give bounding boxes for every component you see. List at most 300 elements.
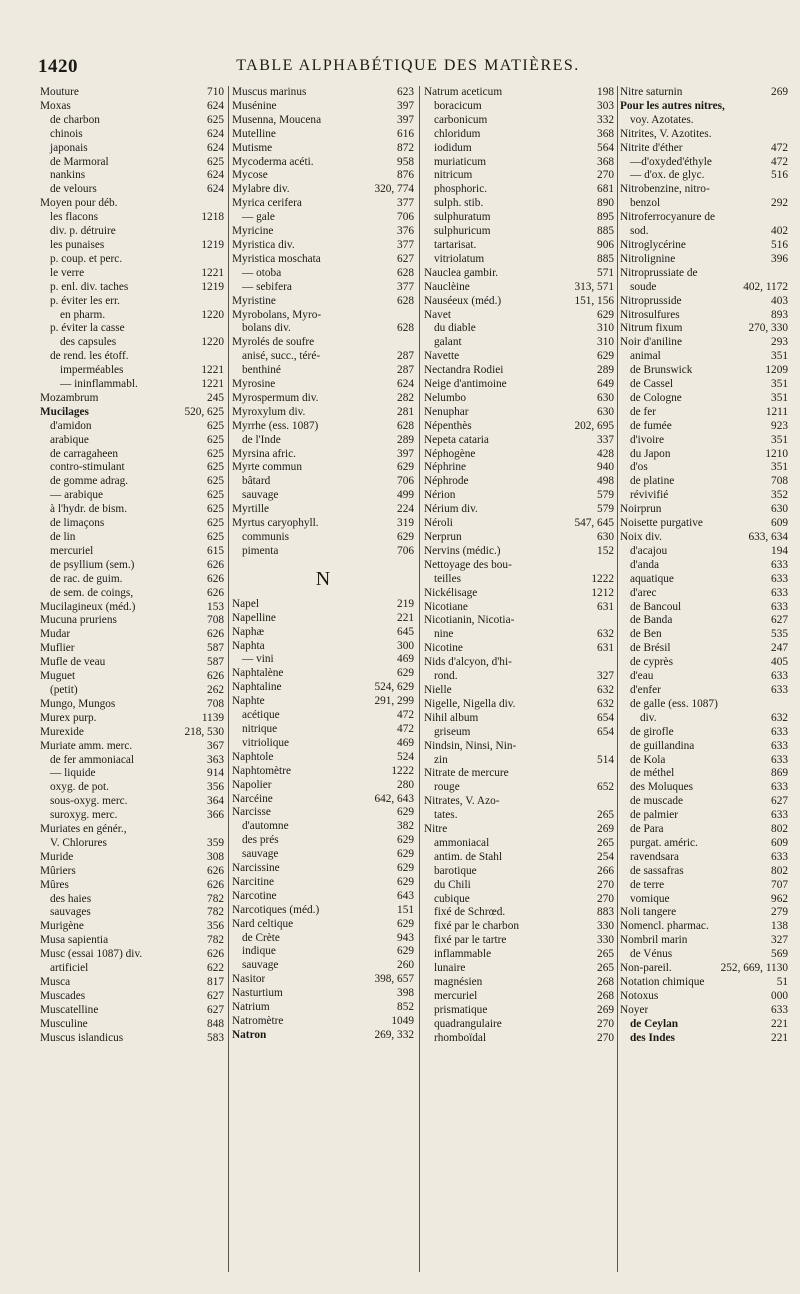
entry-term: benthiné bbox=[242, 364, 281, 377]
entry-term: Myrosine bbox=[232, 378, 276, 391]
index-entry bbox=[620, 698, 788, 712]
index-entry bbox=[40, 879, 224, 893]
entry-page-ref: 625 bbox=[207, 475, 224, 488]
entry-page-ref: 514 bbox=[597, 753, 614, 766]
entry-term: p. éviter la casse bbox=[50, 322, 125, 335]
index-entry bbox=[232, 281, 414, 295]
index-entry bbox=[40, 906, 224, 920]
entry-term: Natromètre bbox=[232, 1015, 284, 1027]
entry-page-ref: 629 bbox=[397, 917, 414, 930]
index-entry bbox=[620, 86, 788, 100]
entry-page-ref: 629 bbox=[597, 350, 614, 363]
index-entry bbox=[620, 795, 788, 809]
entry-term: voy. Azotates. bbox=[630, 113, 694, 126]
index-entry bbox=[40, 448, 224, 462]
entry-page-ref: 654 bbox=[597, 711, 614, 724]
entry-term: de psyllium (sem.) bbox=[50, 558, 135, 571]
index-entry bbox=[620, 851, 788, 865]
entry-page-ref: 000 bbox=[771, 989, 788, 1002]
entry-page-ref: 615 bbox=[207, 544, 224, 557]
entry-page-ref: 270 bbox=[597, 169, 614, 182]
entry-term: ammoniacal bbox=[434, 836, 490, 849]
entry-page-ref: 654 bbox=[597, 725, 614, 738]
index-entry bbox=[232, 197, 414, 211]
entry-page-ref: 287 bbox=[397, 364, 414, 377]
entry-term: Néphogène bbox=[424, 447, 476, 460]
index-entry bbox=[40, 990, 224, 1004]
entry-term: Nitrite d'éther bbox=[620, 141, 683, 154]
entry-term: Mufle de veau bbox=[40, 656, 106, 669]
entry-term: mercuriel bbox=[434, 989, 478, 1002]
entry-page-ref: 1219 bbox=[201, 238, 224, 251]
entry-page-ref: 472 bbox=[397, 709, 414, 722]
entry-term: nitricum bbox=[434, 169, 473, 182]
entry-page-ref: 1218 bbox=[201, 211, 224, 224]
entry-page-ref: 633 bbox=[771, 670, 788, 683]
entry-term: de fumée bbox=[630, 419, 672, 432]
entry-page-ref: 151, 156 bbox=[574, 294, 614, 307]
index-entry bbox=[620, 767, 788, 781]
index-entry bbox=[424, 364, 614, 378]
entry-page-ref: 624 bbox=[207, 183, 224, 196]
entry-page-ref: 265 bbox=[597, 962, 614, 975]
entry-term: p. coup. et perc. bbox=[50, 252, 123, 265]
entry-page-ref: 151 bbox=[397, 903, 414, 916]
entry-term: de Ceylan bbox=[630, 1017, 679, 1030]
entry-page-ref: 282 bbox=[397, 391, 414, 404]
index-entry bbox=[40, 503, 224, 517]
index-entry bbox=[620, 990, 788, 1004]
entry-term: d'automne bbox=[242, 820, 289, 833]
entry-page-ref: 198 bbox=[597, 86, 614, 98]
entry-page-ref: 520, 625 bbox=[184, 405, 224, 418]
entry-term: Myricine bbox=[232, 225, 274, 238]
entry-term: nine bbox=[434, 628, 454, 641]
entry-term: Nitre saturnin bbox=[620, 86, 683, 98]
index-entry bbox=[424, 573, 614, 587]
entry-term: benzol bbox=[630, 197, 661, 210]
index-entry bbox=[620, 865, 788, 879]
index-entry bbox=[424, 281, 614, 295]
entry-page-ref: 587 bbox=[207, 656, 224, 669]
entry-term: Naphte bbox=[232, 695, 265, 708]
entry-page-ref: 626 bbox=[207, 572, 224, 585]
index-entry bbox=[232, 114, 414, 128]
index-entry bbox=[40, 754, 224, 768]
index-entry bbox=[232, 350, 414, 364]
entry-page-ref: 852 bbox=[397, 1001, 414, 1014]
entry-term: Mutisme bbox=[232, 141, 273, 154]
entry-term: imperméables bbox=[60, 364, 124, 377]
entry-page-ref: 885 bbox=[597, 225, 614, 238]
entry-term: des prés bbox=[242, 834, 279, 847]
entry-page-ref: 782 bbox=[207, 934, 224, 947]
index-entry bbox=[40, 475, 224, 489]
entry-term: Mucilages bbox=[40, 405, 89, 418]
entry-page-ref: 289 bbox=[597, 364, 614, 377]
index-entry bbox=[620, 211, 788, 225]
entry-page-ref bbox=[785, 100, 788, 114]
entry-term: Muriate amm. merc. bbox=[40, 739, 133, 752]
index-entry bbox=[620, 434, 788, 448]
index-entry bbox=[232, 322, 414, 336]
entry-page-ref: 1220 bbox=[201, 308, 224, 321]
entry-page-ref: 403 bbox=[771, 294, 788, 307]
entry-term: Narcotine bbox=[232, 889, 277, 902]
entry-page-ref: 706 bbox=[397, 544, 414, 557]
entry-term: anisé, succ., téré- bbox=[242, 350, 321, 363]
entry-term: Navette bbox=[424, 350, 460, 363]
entry-page-ref bbox=[785, 114, 788, 128]
index-entry bbox=[620, 267, 788, 281]
index-entry bbox=[424, 503, 614, 517]
index-entry bbox=[40, 406, 224, 420]
entry-page-ref: 649 bbox=[597, 378, 614, 391]
entry-term: de Para bbox=[630, 823, 664, 836]
entry-page-ref: 817 bbox=[207, 976, 224, 988]
index-entry bbox=[40, 781, 224, 795]
entry-page-ref: 368 bbox=[597, 127, 614, 140]
entry-page-ref: 630 bbox=[597, 391, 614, 404]
entry-term: phosphoric. bbox=[434, 183, 488, 196]
index-entry bbox=[620, 642, 788, 656]
index-entry bbox=[620, 656, 788, 670]
index-entry bbox=[620, 197, 788, 211]
index-entry bbox=[40, 239, 224, 253]
entry-page-ref: 270 bbox=[597, 1017, 614, 1030]
index-entry bbox=[40, 142, 224, 156]
index-entry bbox=[620, 823, 788, 837]
entry-term: Pour les autres nitres, bbox=[620, 99, 725, 112]
entry-page-ref: 782 bbox=[207, 906, 224, 919]
index-entry bbox=[424, 628, 614, 642]
entry-term: Mycoderma acéti. bbox=[232, 155, 314, 168]
entry-term: sulphuricum bbox=[434, 225, 491, 238]
index-entry bbox=[232, 945, 414, 959]
entry-page-ref: 1222 bbox=[591, 572, 614, 585]
index-entry bbox=[40, 1018, 224, 1032]
entry-page-ref: 633 bbox=[771, 739, 788, 752]
index-entry bbox=[40, 837, 224, 851]
entry-page-ref: 377 bbox=[397, 280, 414, 293]
index-entry bbox=[424, 837, 614, 851]
entry-page-ref: 633 bbox=[771, 781, 788, 794]
entry-page-ref bbox=[785, 698, 788, 712]
entry-term: sulphuratum bbox=[434, 211, 491, 224]
entry-page-ref: 708 bbox=[207, 697, 224, 710]
entry-page-ref: 633 bbox=[771, 586, 788, 599]
entry-term: d'arec bbox=[630, 586, 657, 599]
entry-term: vomique bbox=[630, 892, 670, 905]
entry-page-ref: 368 bbox=[597, 155, 614, 168]
entry-page-ref: 626 bbox=[207, 558, 224, 571]
entry-page-ref: 628 bbox=[397, 266, 414, 279]
entry-term: Nerprun bbox=[424, 531, 462, 543]
entry-term: Mûres bbox=[40, 878, 69, 891]
entry-term: Muscus islandicus bbox=[40, 1031, 124, 1044]
index-entry bbox=[40, 489, 224, 503]
entry-term: sauvages bbox=[50, 906, 91, 919]
entry-term: Néphrine bbox=[424, 461, 467, 474]
entry-page-ref: 327 bbox=[597, 670, 614, 683]
entry-term: Nard celtique bbox=[232, 917, 294, 930]
entry-term: des Moluques bbox=[630, 781, 694, 794]
entry-page-ref bbox=[611, 795, 614, 809]
entry-term: japonais bbox=[50, 141, 88, 154]
entry-term: Nauclèine bbox=[424, 280, 470, 293]
entry-page-ref: 351 bbox=[771, 391, 788, 404]
index-entry bbox=[620, 781, 788, 795]
entry-term: Narcotiques (méd.) bbox=[232, 903, 320, 916]
entry-page-ref bbox=[611, 767, 614, 781]
entry-term: Nepeta cataria bbox=[424, 433, 489, 446]
index-entry bbox=[232, 793, 414, 807]
entry-page-ref: 247 bbox=[771, 642, 788, 655]
index-entry bbox=[620, 587, 788, 601]
entry-page-ref bbox=[785, 267, 788, 281]
entry-page-ref: 609 bbox=[771, 836, 788, 849]
index-entry bbox=[424, 128, 614, 142]
entry-page-ref: 633 bbox=[771, 683, 788, 696]
entry-page-ref: 872 bbox=[397, 141, 414, 154]
entry-term: Nauclea gambir. bbox=[424, 266, 499, 279]
entry-term: pimenta bbox=[242, 544, 279, 557]
index-column-2 bbox=[232, 86, 414, 1043]
entry-term: Nervins (médic.) bbox=[424, 544, 501, 557]
entry-term: fixé par le tartre bbox=[434, 934, 507, 947]
entry-page-ref: 630 bbox=[597, 405, 614, 418]
entry-page-ref: 802 bbox=[771, 864, 788, 877]
entry-page-ref: 885 bbox=[597, 252, 614, 265]
entry-term: d'amidon bbox=[50, 419, 92, 432]
index-entry bbox=[40, 559, 224, 573]
entry-term: Nitrolignine bbox=[620, 252, 676, 265]
index-entry bbox=[232, 848, 414, 862]
entry-term: Nicotine bbox=[424, 642, 463, 655]
entry-term: Nérium div. bbox=[424, 503, 478, 516]
entry-term: de charbon bbox=[50, 113, 100, 126]
index-entry bbox=[40, 865, 224, 879]
entry-page-ref: 708 bbox=[207, 614, 224, 627]
index-entry bbox=[40, 225, 224, 239]
index-entry bbox=[424, 767, 614, 781]
entry-term: nitrique bbox=[242, 722, 278, 735]
entry-page-ref: 516 bbox=[771, 169, 788, 182]
index-entry bbox=[232, 267, 414, 281]
index-entry bbox=[232, 183, 414, 197]
index-entry bbox=[40, 712, 224, 726]
index-entry bbox=[40, 295, 224, 309]
index-entry bbox=[40, 211, 224, 225]
entry-page-ref: 1221 bbox=[201, 266, 224, 279]
entry-term: bâtard bbox=[242, 475, 271, 488]
entry-page-ref: 469 bbox=[397, 736, 414, 749]
entry-page-ref: 625 bbox=[207, 433, 224, 446]
entry-page-ref: 643 bbox=[397, 889, 414, 902]
entry-term: Muscus marinus bbox=[232, 86, 307, 98]
entry-page-ref: 327 bbox=[771, 934, 788, 947]
index-entry bbox=[424, 948, 614, 962]
entry-term: — arabique bbox=[50, 489, 104, 502]
entry-page-ref: 396 bbox=[771, 252, 788, 265]
index-entry bbox=[424, 684, 614, 698]
index-entry bbox=[620, 740, 788, 754]
entry-term: suroxyg. merc. bbox=[50, 809, 118, 822]
entry-term: Noisette purgative bbox=[620, 517, 703, 530]
index-entry bbox=[232, 100, 414, 114]
entry-page-ref: 138 bbox=[771, 920, 788, 933]
entry-page-ref: 564 bbox=[597, 141, 614, 154]
entry-page-ref bbox=[785, 211, 788, 225]
index-column-3 bbox=[424, 86, 614, 1046]
entry-page-ref: 367 bbox=[207, 739, 224, 752]
entry-term: Nauséeux (méd.) bbox=[424, 294, 502, 307]
entry-page-ref: 626 bbox=[207, 878, 224, 891]
index-entry bbox=[424, 142, 614, 156]
entry-page-ref: 569 bbox=[771, 948, 788, 961]
index-entry bbox=[232, 1001, 414, 1015]
index-entry bbox=[232, 862, 414, 876]
index-entry bbox=[424, 601, 614, 615]
entry-term: rond. bbox=[434, 670, 458, 683]
index-entry bbox=[424, 253, 614, 267]
entry-page-ref bbox=[221, 197, 224, 211]
entry-page-ref: 629 bbox=[397, 875, 414, 888]
entry-page-ref: 624 bbox=[207, 141, 224, 154]
index-entry bbox=[40, 114, 224, 128]
entry-term: Muflier bbox=[40, 642, 75, 655]
index-entry bbox=[620, 295, 788, 309]
entry-term: indique bbox=[242, 945, 276, 958]
entry-page-ref: 962 bbox=[771, 892, 788, 905]
entry-term: artificiel bbox=[50, 962, 89, 975]
index-entry bbox=[424, 239, 614, 253]
index-entry bbox=[232, 737, 414, 751]
entry-term: prismatique bbox=[434, 1003, 488, 1016]
entry-term: de rac. de guim. bbox=[50, 572, 123, 585]
entry-page-ref: 469 bbox=[397, 653, 414, 666]
index-entry bbox=[620, 837, 788, 851]
index-entry bbox=[40, 962, 224, 976]
index-entry bbox=[232, 598, 414, 612]
entry-page-ref: 1212 bbox=[591, 586, 614, 599]
entry-term: fixé de Schrœd. bbox=[434, 906, 506, 919]
entry-term: Nitrate de mercure bbox=[424, 767, 509, 780]
entry-page-ref: 652 bbox=[597, 781, 614, 794]
index-entry bbox=[424, 350, 614, 364]
entry-term: Muguet bbox=[40, 670, 76, 683]
entry-term: Nigelle, Nigella div. bbox=[424, 697, 516, 710]
entry-page-ref: 627 bbox=[771, 614, 788, 627]
index-entry bbox=[424, 461, 614, 475]
index-entry bbox=[620, 461, 788, 475]
index-entry bbox=[232, 973, 414, 987]
index-entry bbox=[424, 114, 614, 128]
entry-term: Nelumbo bbox=[424, 391, 467, 404]
entry-page-ref: 627 bbox=[207, 989, 224, 1002]
entry-term: Narcitine bbox=[232, 875, 275, 888]
entry-page-ref: 265 bbox=[597, 836, 614, 849]
index-entry bbox=[232, 128, 414, 142]
index-entry bbox=[424, 670, 614, 684]
entry-page-ref: 279 bbox=[771, 906, 788, 919]
entry-page-ref: 895 bbox=[597, 211, 614, 224]
index-entry bbox=[232, 834, 414, 848]
entry-page-ref: 625 bbox=[207, 531, 224, 543]
entry-term: de Brésil bbox=[630, 642, 671, 655]
index-entry bbox=[620, 601, 788, 615]
index-entry bbox=[232, 461, 414, 475]
entry-page-ref: 1221 bbox=[201, 364, 224, 377]
entry-page-ref: 498 bbox=[597, 475, 614, 488]
entry-page-ref: 382 bbox=[397, 820, 414, 833]
index-entry bbox=[620, 879, 788, 893]
entry-page-ref: 265 bbox=[597, 948, 614, 961]
entry-page-ref bbox=[611, 559, 614, 573]
entry-term: de muscade bbox=[630, 795, 684, 808]
index-entry bbox=[620, 545, 788, 559]
entry-term: du Chili bbox=[434, 878, 471, 891]
entry-page-ref: 681 bbox=[597, 183, 614, 196]
entry-page-ref: 626 bbox=[207, 628, 224, 641]
entry-term: Natron bbox=[232, 1028, 267, 1041]
entry-term: sulph. stib. bbox=[434, 197, 484, 210]
entry-page-ref: 268 bbox=[597, 976, 614, 988]
entry-term: animal bbox=[630, 350, 661, 363]
entry-page-ref: 632 bbox=[597, 697, 614, 710]
entry-page-ref: 848 bbox=[207, 1017, 224, 1030]
entry-page-ref: 319 bbox=[397, 517, 414, 530]
entry-page-ref: 202, 695 bbox=[574, 419, 614, 432]
index-entry bbox=[40, 1004, 224, 1018]
index-entry bbox=[40, 336, 224, 350]
index-entry bbox=[40, 698, 224, 712]
entry-page-ref: 579 bbox=[597, 489, 614, 502]
index-entry bbox=[232, 667, 414, 681]
entry-page-ref: 869 bbox=[771, 767, 788, 780]
index-entry bbox=[620, 420, 788, 434]
entry-page-ref: 631 bbox=[597, 600, 614, 613]
index-entry bbox=[620, 156, 788, 170]
entry-term: de Bancoul bbox=[630, 600, 682, 613]
entry-term: aquatique bbox=[630, 572, 674, 585]
index-entry bbox=[232, 169, 414, 183]
entry-term: Myrte commun bbox=[232, 461, 302, 474]
entry-term: V. Chlorures bbox=[50, 836, 107, 849]
index-entry bbox=[40, 587, 224, 601]
entry-page-ref: 366 bbox=[207, 809, 224, 822]
entry-term: les flacons bbox=[50, 211, 98, 224]
entry-term: Nitroferrocyanure de bbox=[620, 211, 716, 224]
entry-page-ref: 1219 bbox=[201, 280, 224, 293]
entry-term: Myristica div. bbox=[232, 238, 295, 251]
index-entry bbox=[424, 197, 614, 211]
index-entry bbox=[424, 406, 614, 420]
entry-term: Navet bbox=[424, 308, 451, 321]
index-entry bbox=[620, 726, 788, 740]
entry-term: Nettoyage des bou- bbox=[424, 558, 512, 571]
entry-page-ref: 351 bbox=[771, 461, 788, 474]
entry-page-ref: 270 bbox=[597, 1031, 614, 1044]
entry-term: de Banda bbox=[630, 614, 673, 627]
entry-term: Moxas bbox=[40, 99, 71, 112]
entry-page-ref: 356 bbox=[207, 920, 224, 933]
entry-page-ref: 405 bbox=[771, 656, 788, 669]
entry-page-ref: 629 bbox=[397, 834, 414, 847]
entry-page-ref: 397 bbox=[397, 447, 414, 460]
entry-term: Murex purp. bbox=[40, 711, 97, 724]
entry-term: purgat. améric. bbox=[630, 836, 698, 849]
